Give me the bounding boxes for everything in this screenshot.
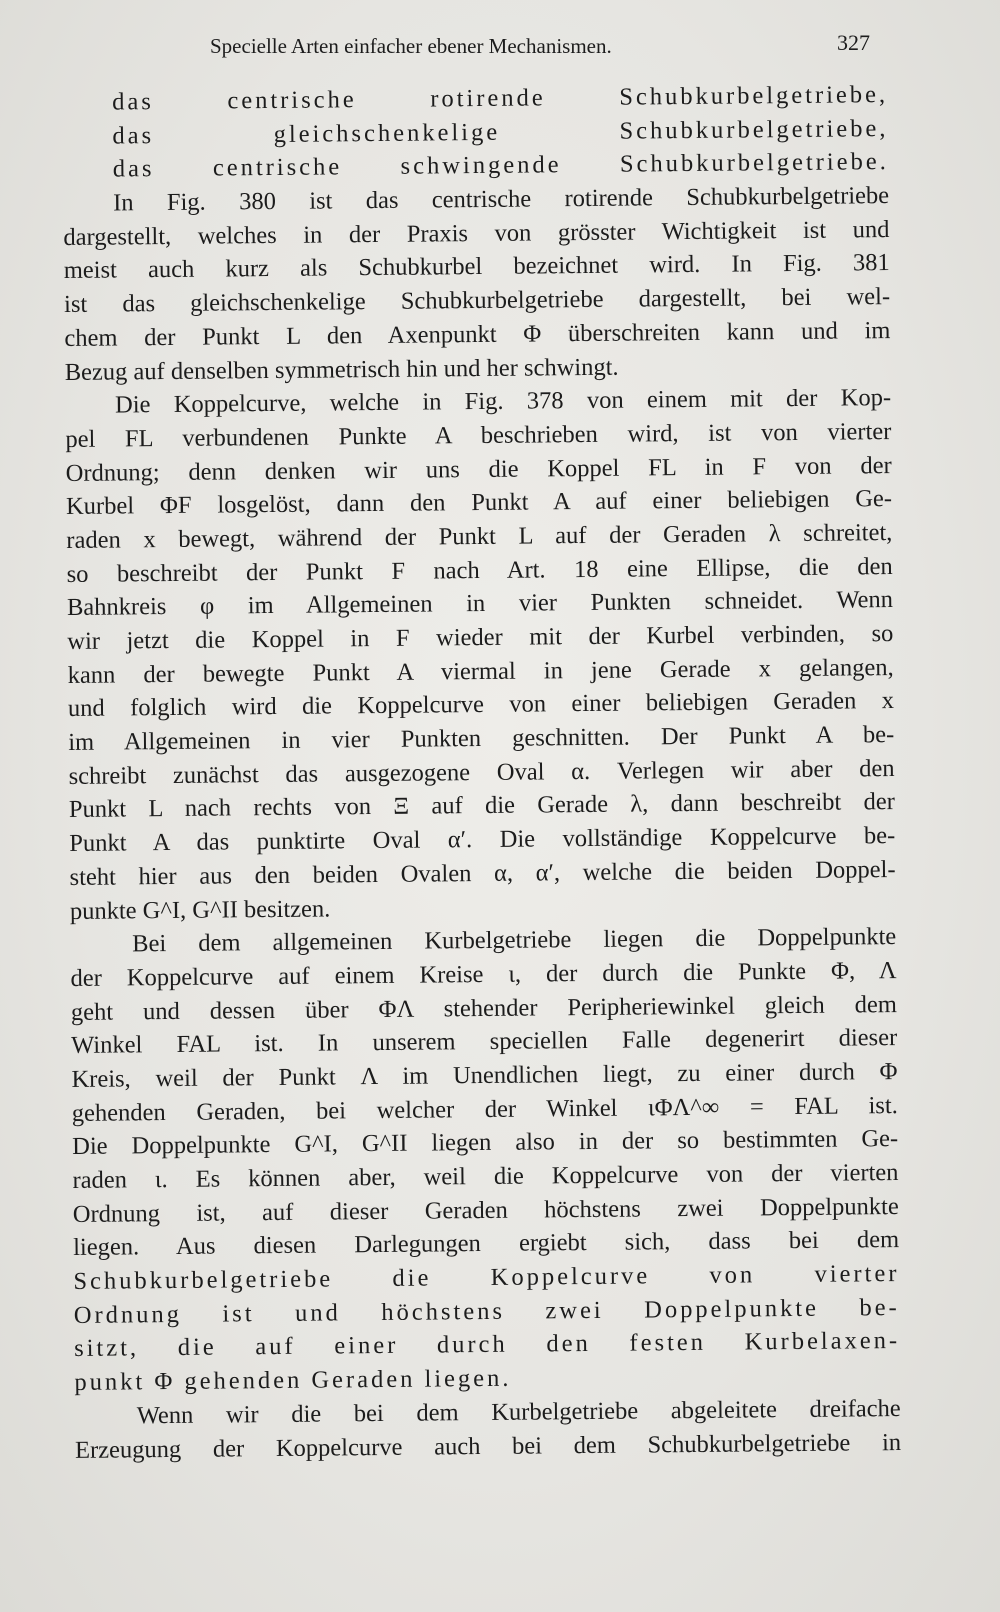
text-line: wir jetzt die Koppel in F wieder mit der Kurbel verbinden, so xyxy=(67,620,894,655)
running-title: Specielle Arten einfacher ebener Mechanismen. xyxy=(210,34,612,58)
text-line: im Allgemeinen in vier Punkten geschnitten. Der Punkt A be- xyxy=(68,721,895,757)
text-line: punkte G^I, G^II besitzen. xyxy=(69,894,331,925)
text-body xyxy=(62,78,901,1467)
text-line: Ordnung ist, auf dieser Geraden höchstens zwei Doppelpunkte xyxy=(72,1192,899,1228)
text-line: Ordnung; denn denken wir uns die Koppel FL in F von der xyxy=(65,451,892,487)
text-line: raden x bewegt, während der Punkt L auf der Geraden λ schreitet, xyxy=(66,518,893,554)
text-line: chem der Punkt L den Axenpunkt Φ überschreiten kann und im xyxy=(64,316,891,352)
text-line: Die Doppelpunkte G^I, G^II liegen also in der so bestimmten Ge- xyxy=(72,1125,899,1161)
text-line: Punkt A das punktirte Oval α′. Die vollständige Koppelcurve be- xyxy=(69,822,896,858)
text-line: Schubkurbelgetriebe die Koppelcurve von vierter xyxy=(73,1260,900,1296)
text-line: meist auch kurz als Schubkurbel bezeichnet wird. In Fig. 381 xyxy=(63,249,890,285)
text-line: Punkt L nach rechts von Ξ auf die Gerade λ, dann beschreibt der xyxy=(68,788,896,824)
text-line: das gleichschenkelige Schubkurbelgetriebe, xyxy=(112,114,889,150)
text-line: liegen. Aus diesen Darlegungen ergiebt sich, dass bei dem xyxy=(73,1226,900,1262)
running-header xyxy=(210,30,870,64)
text-line: Kreis, weil der Punkt Λ im Unendlichen liegt, zu einer durch Φ xyxy=(71,1057,898,1093)
text-line: Bahnkreis φ im Allgemeinen in vier Punkten schneidet. Wenn xyxy=(66,586,894,622)
text-line: Die Koppelcurve, welche in Fig. 378 von einem mit der Kop- xyxy=(114,384,892,419)
text-line: raden ι. Es können aber, weil die Koppelcurve von der vierten xyxy=(72,1159,899,1194)
text-line: In Fig. 380 ist das centrische rotirende Schubkurbelgetriebe xyxy=(112,182,890,217)
text-line: das centrische schwingende Schubkurbelgetriebe. xyxy=(112,148,889,183)
page-number: 327 xyxy=(837,30,870,55)
text-line: Winkel FAL ist. In unserem speciellen Falle degenerirt dieser xyxy=(71,1024,898,1060)
text-line: schreibt zunächst das ausgezogene Oval α. Verlegen wir aber den xyxy=(68,754,895,790)
text-line: so beschreibt der Punkt F nach Art. 18 eine Ellipse, die den xyxy=(66,552,893,588)
text-line: Wenn wir die bei dem Kurbelgetriebe abgeleitete dreifache xyxy=(136,1394,901,1430)
text-line: der Koppelcurve auf einem Kreise ι, der durch die Punkte Φ, Λ xyxy=(70,956,897,992)
text-line: Kurbel ΦF losgelöst, dann den Punkt A auf einer beliebigen Ge- xyxy=(65,485,893,521)
text-line: steht hier aus den beiden Ovalen α, α′, welche die beiden Doppel- xyxy=(69,855,896,891)
text-line: pel FL verbundenen Punkte A beschrieben wird, ist von vierter xyxy=(65,417,892,453)
text-line: Erzeugung der Koppelcurve auch bei dem Schubkurbelgetriebe in xyxy=(74,1428,902,1464)
text-line: punkt Φ gehenden Geraden liegen. xyxy=(74,1364,512,1397)
text-line: und folglich wird die Koppelcurve von einer beliebigen Geraden x xyxy=(67,687,895,723)
text-line: sitzt, die auf einer durch den festen Kurbelaxen- xyxy=(73,1327,901,1363)
text-line: Ordnung ist und höchstens zwei Doppelpunkte be- xyxy=(73,1293,900,1329)
text-line: Bezug auf denselben symmetrisch hin und her schwingt. xyxy=(64,353,619,386)
text-line: das centrische rotirende Schubkurbelgetriebe, xyxy=(112,81,889,116)
text-line: gehenden Geraden, bei welcher der Winkel ιΦΛ^∞ = FAL ist. xyxy=(71,1091,898,1127)
text-line: Bei dem allgemeinen Kurbelgetriebe liegen die Doppelpunkte xyxy=(132,923,897,958)
text-line: dargestellt, welches in der Praxis von grösster Wichtigkeit ist und xyxy=(63,215,890,251)
text-line: kann der bewegte Punkt A viermal in jene Gerade x gelangen, xyxy=(67,653,894,689)
text-line: ist das gleichschenkelige Schubkurbelgetriebe dargestellt, bei wel- xyxy=(63,283,891,319)
text-line: geht und dessen über ΦΛ stehender Peripheriewinkel gleich dem xyxy=(70,990,897,1026)
